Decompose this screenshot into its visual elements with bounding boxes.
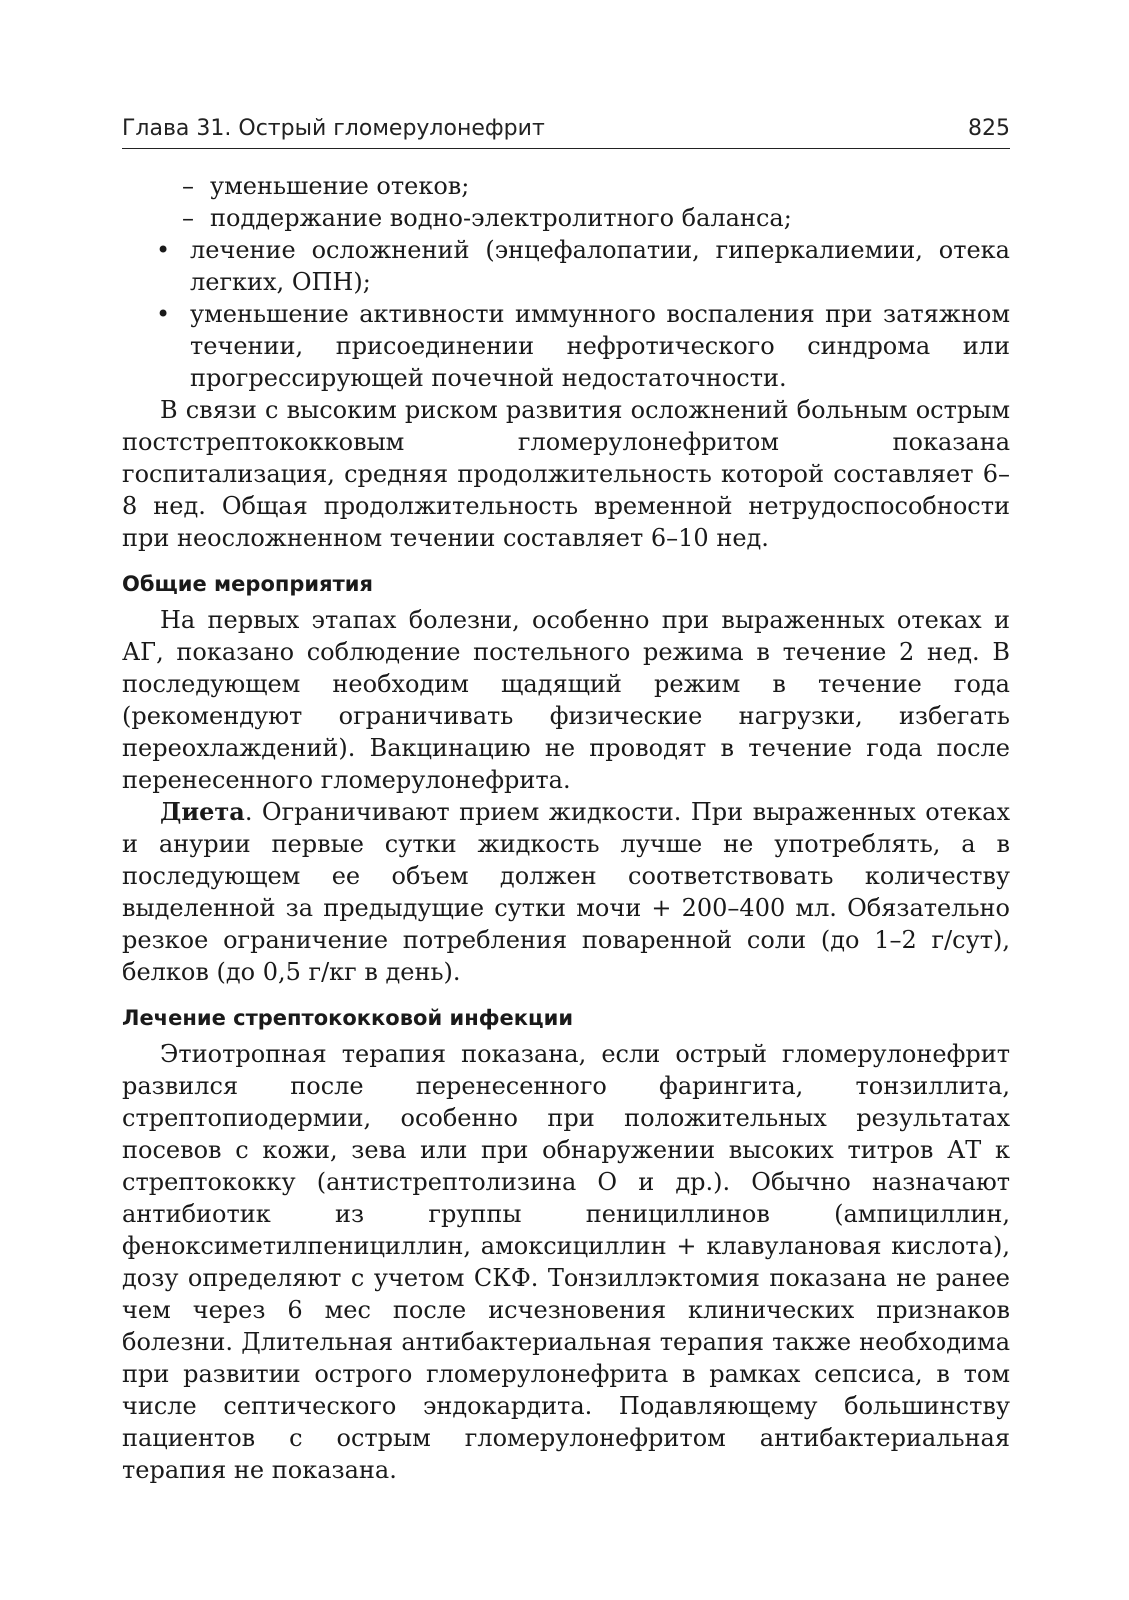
dash-marker: –: [182, 204, 194, 232]
dash-item-text: поддержание водно-электролитного баланса;: [210, 204, 792, 232]
diet-term: Диета: [160, 797, 245, 826]
intro-paragraph: В связи с высоким риском развития осложнений больным острым постстрептококковым гломерулонефритом показана госпитализация, средняя продолжительность которой составляет 6–8 нед. Общая продолжительность временной нетрудоспособности при неосложненном течении составляет 6–10 нед.: [122, 396, 1010, 552]
running-header: [122, 110, 1010, 149]
dash-list-item: [122, 170, 1010, 202]
section-heading-strep-treatment: Лечение стрептококковой инфекции: [122, 1006, 574, 1030]
page-body: [122, 170, 1010, 1486]
bullet-item-text: уменьшение активности иммунного воспаления при затяжном течении, присоединении нефротического синдрома или прогрессирующей почечной недостаточности.: [190, 300, 1010, 392]
bullet-marker: •: [156, 300, 171, 328]
bullet-list-item: [122, 298, 1010, 394]
dash-list-item: [122, 202, 1010, 234]
paragraph-regimen: На первых этапах болезни, особенно при выраженных отеках и АГ, показано соблюдение постельного режима в течение 2 нед. В последующем необходим щадящий режим в течение года (рекомендуют ограничивать физические нагрузки, избегать переохлаждений). Вакцинацию не проводят в течение года после перенесенного гломерулонефрита.: [122, 606, 1010, 794]
bullet-list-item: [122, 234, 1010, 298]
page-number: 825: [968, 116, 1010, 141]
diet-text: . Ограничивают прием жидкости. При выраженных отеках и анурии первые сутки жидкость лучше не употреблять, а в последующем ее объем должен соответствовать количеству выделенной за предыдущие сутки мочи + 200–400 мл. Обязательно резкое ограничение потребления поваренной соли (до 1–2 г/сут), белков (до 0,5 г/кг в день).: [122, 798, 1010, 986]
chapter-title: Глава 31. Острый гломерулонефрит: [122, 116, 545, 141]
paragraph-diet: [122, 796, 1010, 988]
dash-marker: –: [182, 172, 194, 200]
bullet-item-text: лечение осложнений (энцефалопатии, гиперкалиемии, отека легких, ОПН);: [190, 236, 1010, 296]
paragraph-etiotropic-therapy: Этиотропная терапия показана, если острый гломерулонефрит развился после перенесенного фарингита, тонзиллита, стрептопиодермии, особенно при положительных результатах посевов с кожи, зева или при обнаружении высоких титров АТ к стрептококку (антистрептолизина О и др.). Обычно назначают антибиотик из группы пенициллинов (ампициллин, феноксиметилпенициллин, амоксициллин + клавулановая кислота), дозу определяют с учетом СКФ. Тонзиллэктомия показана не ранее чем через 6 мес после исчезновения клинических признаков болезни. Длительная антибактериальная терапия также необходима при развитии острого гломерулонефрита в рамках сепсиса, в том числе септического эндокардита. Подавляющему большинству пациентов с острым гломерулонефритом антибактериальная терапия не показана.: [122, 1040, 1010, 1484]
bullet-marker: •: [156, 236, 171, 264]
dash-item-text: уменьшение отеков;: [210, 172, 470, 200]
section-heading-general-measures: Общие мероприятия: [122, 572, 373, 596]
